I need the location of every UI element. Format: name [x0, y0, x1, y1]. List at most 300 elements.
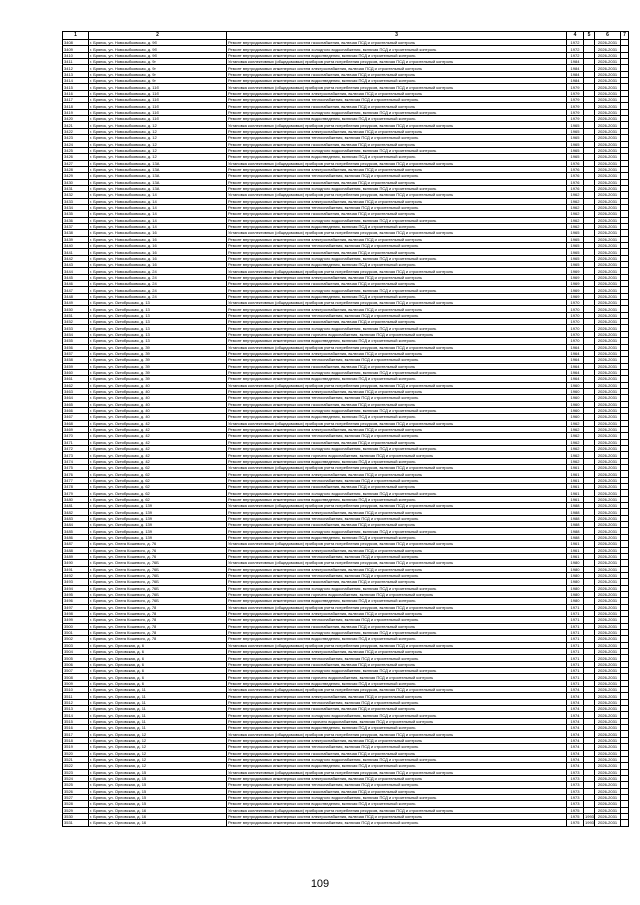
- address-cell: г. Брянск, ул. Октябрьская, д. 13: [89, 338, 227, 344]
- address-cell: г. Брянск, ул. Орловская, д. 6: [89, 668, 227, 674]
- address-cell: г. Брянск, ул. Октябрьская, д. 13: [89, 331, 227, 337]
- work-type-cell: Ремонт внутридомовых инженерных систем холодного водоснабжения, включая ПСД и строительный контроль: [227, 490, 567, 496]
- address-cell: г. Брянск, ул. Новозыбковская, д. 16: [89, 249, 227, 255]
- work-type-cell: Ремонт внутридомовых инженерных систем водоотведения, включая ПСД и строительный контроль: [227, 78, 567, 84]
- address-cell: г. Брянск, ул. Олега Кошевого, д. 78: [89, 610, 227, 616]
- address-cell: г. Брянск, ул. Новозыбковская, д. 12: [89, 122, 227, 128]
- work-type-cell: Ремонт внутридомовых инженерных систем холодного водоснабжения, включая ПСД и строительный контроль: [227, 668, 567, 674]
- planned-period-cell: 2026-2031: [595, 668, 621, 674]
- work-type-cell: Ремонт внутридомовых инженерных систем электроснабжения, включая ПСД и строительный контроль: [227, 198, 567, 204]
- work-type-cell: Ремонт внутридомовых инженерных систем водоотведения, включая ПСД и строительный контроль: [227, 223, 567, 229]
- address-cell: г. Брянск, ул. Новозыбковская, д. 16: [89, 262, 227, 268]
- row-number-cell: 3420: [63, 116, 89, 122]
- work-type-cell: Ремонт внутридомовых инженерных систем теплоснабжения, включая ПСД и строительный контроль: [227, 820, 567, 826]
- planned-period-cell: 2026-2031: [595, 46, 621, 52]
- row-number-cell: 3491: [63, 566, 89, 572]
- work-type-cell: Ремонт внутридомовых инженерных систем холодного водоснабжения, включая ПСД и строительный контроль: [227, 185, 567, 191]
- build-year-cell: 1965: [567, 147, 584, 153]
- row-number-cell: 3437: [63, 223, 89, 229]
- address-cell: г. Брянск, ул. Новозыбковская, д. 14: [89, 223, 227, 229]
- planned-period-cell: 2026-2031: [595, 147, 621, 153]
- planned-period-cell: 2026-2031: [595, 801, 621, 807]
- work-type-cell: Ремонт внутридомовых инженерных систем теплоснабжения, включая ПСД и строительный контроль: [227, 97, 567, 103]
- address-cell: г. Брянск, ул. Орловская, д. 11: [89, 706, 227, 712]
- page-number: 109: [310, 878, 330, 890]
- planned-period-cell: 2026-2031: [595, 636, 621, 642]
- planned-period-cell: 2026-2031: [595, 97, 621, 103]
- work-type-cell: Установка коллективных (общедомовых) приборов учета потребления ресурсов, включая ПСД и строительный контроль: [227, 59, 567, 65]
- build-year-cell: 1962: [567, 420, 584, 426]
- row-number-cell: 3413: [63, 71, 89, 77]
- work-type-cell: Установка коллективных (общедомовых) приборов учета потребления ресурсов, включая ПСД и строительный контроль: [227, 642, 567, 648]
- work-type-cell: Установка коллективных (общедомовых) приборов учета потребления ресурсов, включая ПСД и строительный контроль: [227, 344, 567, 350]
- planned-period-cell: 2026-2031: [595, 236, 621, 242]
- work-type-cell: Ремонт внутридомовых инженерных систем холодного водоснабжения, включая ПСД и строительный контроль: [227, 794, 567, 800]
- address-cell: г. Брянск, ул. Октябрьская, д. 62: [89, 496, 227, 502]
- work-type-cell: Ремонт внутридомовых инженерных систем водоотведения, включая ПСД и строительный контроль: [227, 458, 567, 464]
- work-type-cell: Ремонт внутридомовых инженерных систем электроснабжения, включая ПСД и строительный контроль: [227, 306, 567, 312]
- address-cell: г. Брянск, ул. Октябрьская, д. 13: [89, 300, 227, 306]
- address-cell: г. Брянск, ул. Новозыбковская, д. 16: [89, 255, 227, 261]
- build-year-cell: 1974: [567, 763, 584, 769]
- work-type-cell: Ремонт внутридомовых инженерных систем электроснабжения, включая ПСД и строительный контроль: [227, 350, 567, 356]
- work-type-cell: Ремонт внутридомовых инженерных систем теплоснабжения, включая ПСД и строительный контроль: [227, 357, 567, 363]
- work-type-cell: Ремонт внутридомовых инженерных систем холодного водоснабжения, включая ПСД и строительный контроль: [227, 446, 567, 452]
- planned-period-cell: 2026-2031: [595, 649, 621, 655]
- address-cell: г. Брянск, ул. Орловская, д. 12: [89, 756, 227, 762]
- build-year-cell: 1970: [567, 319, 584, 325]
- planned-period-cell: 2026-2031: [595, 230, 621, 236]
- row-number-cell: 3462: [63, 382, 89, 388]
- row-number-cell: 3485: [63, 528, 89, 534]
- address-cell: г. Брянск, ул. Орловская, д. 15: [89, 775, 227, 781]
- build-year-cell: 1971: [567, 655, 584, 661]
- row-number-cell: 3435: [63, 211, 89, 217]
- address-cell: г. Брянск, ул. Новозыбковская, д. 14: [89, 192, 227, 198]
- row-number-cell: 3481: [63, 503, 89, 509]
- row-number-cell: 3507: [63, 668, 89, 674]
- address-cell: г. Брянск, ул. Орловская, д. 12: [89, 750, 227, 756]
- row-number-cell: 3505: [63, 655, 89, 661]
- row-number-cell: 3461: [63, 376, 89, 382]
- row-number-cell: 3478: [63, 484, 89, 490]
- row-number-cell: 3484: [63, 522, 89, 528]
- work-type-cell: Ремонт внутридомовых инженерных систем газоснабжения, включая ПСД и строительный контроль: [227, 141, 567, 147]
- build-year-cell: 1973: [567, 782, 584, 788]
- address-cell: г. Брянск, ул. Олега Кошевого, д. 76Б: [89, 585, 227, 591]
- planned-period-cell: 2026-2031: [595, 750, 621, 756]
- address-cell: г. Брянск, ул. Октябрьская, д. 139: [89, 503, 227, 509]
- build-year-cell: 1969: [567, 274, 584, 280]
- planned-period-cell: 2026-2031: [595, 331, 621, 337]
- address-cell: г. Брянск, ул. Олега Кошевого, д. 76Б: [89, 598, 227, 604]
- work-type-cell: Установка коллективных (общедомовых) приборов учета потребления ресурсов, включая ПСД и строительный контроль: [227, 807, 567, 813]
- address-cell: г. Брянск, ул. Орловская, д. 12: [89, 744, 227, 750]
- address-cell: г. Брянск, ул. Октябрьская, д. 42: [89, 446, 227, 452]
- work-type-cell: Ремонт внутридомовых инженерных систем теплоснабжения, включая ПСД и строительный контроль: [227, 515, 567, 521]
- work-type-cell: Ремонт внутридомовых инженерных систем холодного водоснабжения, включая ПСД и строительный контроль: [227, 287, 567, 293]
- row-number-cell: 3525: [63, 782, 89, 788]
- row-number-cell: 3448: [63, 293, 89, 299]
- row-number-cell: 3468: [63, 420, 89, 426]
- work-type-cell: Ремонт внутридомовых инженерных систем холодного водоснабжения, включая ПСД и строительный контроль: [227, 369, 567, 375]
- build-year-cell: 1979: [567, 116, 584, 122]
- row-number-cell: 3443: [63, 262, 89, 268]
- build-year-cell: 1962: [567, 217, 584, 223]
- planned-period-cell: 2026-2031: [595, 382, 621, 388]
- address-cell: г. Брянск, ул. Орловская, д. 16: [89, 807, 227, 813]
- work-type-cell: Ремонт внутридомовых инженерных систем холодного водоснабжения, включая ПСД и строительный контроль: [227, 585, 567, 591]
- address-cell: г. Брянск, ул. Новозыбковская, д. 24: [89, 293, 227, 299]
- planned-period-cell: 2026-2031: [595, 319, 621, 325]
- build-year-cell: 1979: [567, 84, 584, 90]
- row-number-cell: 3452: [63, 319, 89, 325]
- build-year-cell: 1970: [567, 306, 584, 312]
- planned-period-cell: 2026-2031: [595, 737, 621, 743]
- work-type-cell: Ремонт внутридомовых инженерных систем водоотведения, включая ПСД и строительный контроль: [227, 52, 567, 58]
- address-cell: г. Брянск, ул. Новозыбковская, д. 9г: [89, 59, 227, 65]
- build-year-cell: 1969: [567, 287, 584, 293]
- planned-period-cell: 2026-2031: [595, 769, 621, 775]
- work-type-cell: Ремонт внутридомовых инженерных систем холодного водоснабжения, включая ПСД и строительный контроль: [227, 46, 567, 52]
- build-year-cell: 1980: [567, 591, 584, 597]
- planned-period-cell: 2026-2031: [595, 262, 621, 268]
- row-number-cell: 3470: [63, 433, 89, 439]
- planned-period-cell: 2026-2031: [595, 446, 621, 452]
- address-cell: г. Брянск, ул. Октябрьская, д. 13: [89, 319, 227, 325]
- build-year-cell: 1974: [567, 750, 584, 756]
- planned-period-cell: 2026-2031: [595, 217, 621, 223]
- work-type-cell: Ремонт внутридомовых инженерных систем газоснабжения, включая ПСД и строительный контроль: [227, 281, 567, 287]
- build-year-cell: 1962: [567, 446, 584, 452]
- work-type-cell: Установка коллективных (общедомовых) приборов учета потребления ресурсов, включая ПСД и строительный контроль: [227, 604, 567, 610]
- build-year-cell: 1961: [567, 553, 584, 559]
- build-year-cell: 1965: [567, 135, 584, 141]
- work-type-cell: Ремонт внутридомовых инженерных систем газоснабжения, включая ПСД и строительный контроль: [227, 179, 567, 185]
- planned-period-cell: 2026-2031: [595, 357, 621, 363]
- row-number-cell: 3502: [63, 636, 89, 642]
- address-cell: г. Брянск, ул. Октябрьская, д. 39: [89, 363, 227, 369]
- row-number-cell: 3483: [63, 515, 89, 521]
- row-number-cell: 3421: [63, 122, 89, 128]
- planned-period-cell: 2026-2031: [595, 395, 621, 401]
- planned-period-cell: 2026-2031: [595, 623, 621, 629]
- build-year-cell: 1972: [567, 52, 584, 58]
- work-type-cell: Ремонт внутридомовых инженерных систем холодного водоснабжения, включая ПСД и строительный контроль: [227, 147, 567, 153]
- row-number-cell: 3510: [63, 687, 89, 693]
- work-type-cell: Ремонт внутридомовых инженерных систем электроснабжения, включая ПСД и строительный контроль: [227, 90, 567, 96]
- planned-period-cell: 2026-2031: [595, 369, 621, 375]
- work-type-cell: Ремонт внутридомовых инженерных систем газоснабжения, включая ПСД и строительный контроль: [227, 522, 567, 528]
- planned-period-cell: 2026-2031: [595, 763, 621, 769]
- work-type-cell: Ремонт внутридомовых инженерных систем водоотведения, включая ПСД и строительный контроль: [227, 293, 567, 299]
- build-year-cell: 1971: [567, 661, 584, 667]
- planned-period-cell: 2026-2031: [595, 293, 621, 299]
- planned-period-cell: 2026-2031: [595, 572, 621, 578]
- row-number-cell: 3469: [63, 426, 89, 432]
- build-year-cell: 1961: [567, 496, 584, 502]
- row-number-cell: 3499: [63, 617, 89, 623]
- work-type-cell: Ремонт внутридомовых инженерных систем водоотведения, включая ПСД и строительный контроль: [227, 763, 567, 769]
- build-year-cell: 1974: [567, 693, 584, 699]
- work-type-cell: Ремонт внутридомовых инженерных систем теплоснабжения, включая ПСД и строительный контроль: [227, 744, 567, 750]
- work-type-cell: Ремонт внутридомовых инженерных систем теплоснабжения, включая ПСД и строительный контроль: [227, 553, 567, 559]
- build-year-cell: 1971: [567, 604, 584, 610]
- header-cell: 2: [89, 32, 227, 40]
- row-number-cell: 3520: [63, 750, 89, 756]
- row-number-cell: 3475: [63, 465, 89, 471]
- planned-period-cell: 2026-2031: [595, 325, 621, 331]
- work-type-cell: Ремонт внутридомовых инженерных систем электроснабжения, включая ПСД и строительный контроль: [227, 236, 567, 242]
- row-number-cell: 3453: [63, 325, 89, 331]
- build-year-cell: 1964: [567, 350, 584, 356]
- address-cell: г. Брянск, ул. Октябрьская, д. 13: [89, 306, 227, 312]
- build-year-cell: 1961: [567, 465, 584, 471]
- work-type-cell: Установка коллективных (общедомовых) приборов учета потребления ресурсов, включая ПСД и строительный контроль: [227, 300, 567, 306]
- build-year-cell: 1972: [567, 40, 584, 46]
- planned-period-cell: 2026-2031: [595, 794, 621, 800]
- planned-period-cell: 2026-2031: [595, 547, 621, 553]
- address-cell: г. Брянск, ул. Октябрьская, д. 139: [89, 528, 227, 534]
- work-type-cell: Ремонт внутридомовых инженерных систем теплоснабжения, включая ПСД и строительный контроль: [227, 243, 567, 249]
- row-number-cell: 3411: [63, 59, 89, 65]
- address-cell: г. Брянск, ул. Октябрьская, д. 42: [89, 458, 227, 464]
- work-type-cell: Ремонт внутридомовых инженерных систем газоснабжения, включая ПСД и строительный контроль: [227, 363, 567, 369]
- build-year-cell: 1973: [567, 769, 584, 775]
- build-year-cell: 1975: [567, 813, 584, 819]
- build-year-cell: 1960: [567, 388, 584, 394]
- planned-period-cell: 2026-2031: [595, 522, 621, 528]
- row-number-cell: 3422: [63, 128, 89, 134]
- build-year-cell: 1974: [567, 718, 584, 724]
- address-cell: г. Брянск, ул. Орловская, д. 11: [89, 693, 227, 699]
- address-cell: г. Брянск, ул. Олега Кошевого, д. 76Б: [89, 560, 227, 566]
- address-cell: г. Брянск, ул. Новозыбковская, д. 9б: [89, 46, 227, 52]
- address-cell: г. Брянск, ул. Орловская, д. 6: [89, 655, 227, 661]
- planned-period-cell: 2026-2031: [595, 509, 621, 515]
- row-number-cell: 3503: [63, 642, 89, 648]
- row-number-cell: 3497: [63, 604, 89, 610]
- address-cell: г. Брянск, ул. Орловская, д. 16: [89, 813, 227, 819]
- address-cell: г. Брянск, ул. Новозыбковская, д. 11б: [89, 97, 227, 103]
- work-type-cell: Ремонт внутридомовых инженерных систем водоотведения, включая ПСД и строительный контроль: [227, 338, 567, 344]
- planned-period-cell: 2026-2031: [595, 617, 621, 623]
- planned-period-cell: 2026-2031: [595, 674, 621, 680]
- planned-period-cell: 2026-2031: [595, 706, 621, 712]
- planned-period-cell: 2026-2031: [595, 141, 621, 147]
- planned-period-cell: 2026-2031: [595, 204, 621, 210]
- address-cell: г. Брянск, ул. Новозыбковская, д. 14: [89, 217, 227, 223]
- work-type-cell: Установка коллективных (общедомовых) приборов учета потребления ресурсов, включая ПСД и строительный контроль: [227, 160, 567, 166]
- row-number-cell: 3530: [63, 813, 89, 819]
- build-year-cell: 1984: [567, 71, 584, 77]
- build-year-cell: 1961: [567, 490, 584, 496]
- build-year-cell: 1980: [567, 572, 584, 578]
- row-number-cell: 3426: [63, 154, 89, 160]
- build-year-cell: 1960: [567, 401, 584, 407]
- header-cell: 5: [584, 32, 595, 40]
- address-cell: г. Брянск, ул. Новозыбковская, д. 16: [89, 230, 227, 236]
- work-type-cell: Ремонт внутридомовых инженерных систем теплоснабжения, включая ПСД и строительный контроль: [227, 572, 567, 578]
- planned-period-cell: 2026-2031: [595, 103, 621, 109]
- row-number-cell: 3463: [63, 388, 89, 394]
- row-number-cell: 3528: [63, 801, 89, 807]
- address-cell: г. Брянск, ул. Новозыбковская, д. 11б: [89, 116, 227, 122]
- planned-period-cell: 2026-2031: [595, 725, 621, 731]
- address-cell: г. Брянск, ул. Октябрьская, д. 40: [89, 401, 227, 407]
- work-type-cell: Ремонт внутридомовых инженерных систем газоснабжения, включая ПСД и строительный контроль: [227, 401, 567, 407]
- row-number-cell: 3464: [63, 395, 89, 401]
- address-cell: г. Брянск, ул. Новозыбковская, д. 9б: [89, 40, 227, 46]
- work-type-cell: Ремонт внутридомовых инженерных систем теплоснабжения, включая ПСД и строительный контроль: [227, 782, 567, 788]
- planned-period-cell: 2026-2031: [595, 173, 621, 179]
- build-year-cell: 1976: [567, 185, 584, 191]
- build-year-cell: 1964: [567, 363, 584, 369]
- planned-period-cell: 2026-2031: [595, 40, 621, 46]
- planned-period-cell: 2026-2031: [595, 807, 621, 813]
- row-number-cell: 3493: [63, 579, 89, 585]
- row-number-cell: 3492: [63, 572, 89, 578]
- planned-period-cell: 2026-2031: [595, 503, 621, 509]
- work-type-cell: Ремонт внутридомовых инженерных систем электроснабжения, включая ПСД и строительный контроль: [227, 737, 567, 743]
- build-year-cell: 1974: [567, 699, 584, 705]
- work-type-cell: Ремонт внутридомовых инженерных систем теплоснабжения, включая ПСД и строительный контроль: [227, 312, 567, 318]
- address-cell: г. Брянск, ул. Орловская, д. 11: [89, 699, 227, 705]
- planned-period-cell: 2026-2031: [595, 420, 621, 426]
- row-number-cell: 3486: [63, 534, 89, 540]
- build-year-cell: 1988: [567, 522, 584, 528]
- work-type-cell: Ремонт внутридомовых инженерных систем холодного водоснабжения, включая ПСД и строительный контроль: [227, 109, 567, 115]
- address-cell: г. Брянск, ул. Олега Кошевого, д. 76Б: [89, 591, 227, 597]
- row-number-cell: 3457: [63, 350, 89, 356]
- planned-period-cell: 2026-2031: [595, 65, 621, 71]
- build-year-cell: 1962: [567, 223, 584, 229]
- build-year-cell: 1961: [567, 471, 584, 477]
- planned-period-cell: 2026-2031: [595, 471, 621, 477]
- address-cell: г. Брянск, ул. Октябрьская, д. 13: [89, 312, 227, 318]
- build-year-cell: 1988: [567, 528, 584, 534]
- address-cell: г. Брянск, ул. Октябрьская, д. 42: [89, 439, 227, 445]
- build-year-cell: 1960: [567, 414, 584, 420]
- build-year-cell: 1974: [567, 731, 584, 737]
- planned-period-cell: 2026-2031: [595, 458, 621, 464]
- work-type-cell: Ремонт внутридомовых инженерных систем газоснабжения, включая ПСД и строительный контроль: [227, 623, 567, 629]
- row-number-cell: 3516: [63, 725, 89, 731]
- work-type-cell: Ремонт внутридомовых инженерных систем водоотведения, включая ПСД и строительный контроль: [227, 680, 567, 686]
- address-cell: г. Брянск, ул. Олега Кошевого, д. 76Б: [89, 572, 227, 578]
- planned-period-cell: 2026-2031: [595, 661, 621, 667]
- work-type-cell: Установка коллективных (общедомовых) приборов учета потребления ресурсов, включая ПСД и строительный контроль: [227, 503, 567, 509]
- work-type-cell: Ремонт внутридомовых инженерных систем теплоснабжения, включая ПСД и строительный контроль: [227, 204, 567, 210]
- build-year-cell: 1980: [567, 579, 584, 585]
- planned-period-cell: 2026-2031: [595, 788, 621, 794]
- row-number-cell: 3494: [63, 585, 89, 591]
- planned-period-cell: 2026-2031: [595, 414, 621, 420]
- planned-period-cell: 2026-2031: [595, 109, 621, 115]
- address-cell: г. Брянск, ул. Октябрьская, д. 13: [89, 325, 227, 331]
- address-cell: г. Брянск, ул. Новозыбковская, д. 16: [89, 243, 227, 249]
- work-type-cell: Ремонт внутридомовых инженерных систем горячего водоснабжения, включая ПСД и строительный контроль: [227, 591, 567, 597]
- work-type-cell: Ремонт внутридомовых инженерных систем газоснабжения, включая ПСД и строительный контроль: [227, 71, 567, 77]
- row-number-cell: 3509: [63, 680, 89, 686]
- work-type-cell: Ремонт внутридомовых инженерных систем водоотведения, включая ПСД и строительный контроль: [227, 636, 567, 642]
- address-cell: г. Брянск, ул. Октябрьская, д. 39: [89, 350, 227, 356]
- address-cell: г. Брянск, ул. Новозыбковская, д. 13А: [89, 185, 227, 191]
- last-repair-year-cell: 1993: [585, 820, 594, 826]
- planned-period-cell: 2026-2031: [595, 496, 621, 502]
- work-type-cell: Ремонт внутридомовых инженерных систем газоснабжения, включая ПСД и строительный контроль: [227, 249, 567, 255]
- address-cell: г. Брянск, ул. Новозыбковская, д. 24: [89, 281, 227, 287]
- row-number-cell: 3438: [63, 230, 89, 236]
- work-type-cell: Ремонт внутридомовых инженерных систем газоснабжения, включая ПСД и строительный контроль: [227, 439, 567, 445]
- address-cell: г. Брянск, ул. Новозыбковская, д. 9г: [89, 65, 227, 71]
- row-number-cell: 3456: [63, 344, 89, 350]
- address-cell: г. Брянск, ул. Новозыбковская, д. 13А: [89, 173, 227, 179]
- address-cell: г. Брянск, ул. Октябрьская, д. 62: [89, 490, 227, 496]
- planned-period-cell: 2026-2031: [595, 731, 621, 737]
- build-year-cell: 1964: [567, 357, 584, 363]
- address-cell: г. Брянск, ул. Орловская, д. 11: [89, 712, 227, 718]
- address-cell: г. Брянск, ул. Новозыбковская, д. 9б: [89, 52, 227, 58]
- row-number-cell: 3487: [63, 541, 89, 547]
- work-type-cell: Ремонт внутридомовых инженерных систем теплоснабжения, включая ПСД и строительный контроль: [227, 699, 567, 705]
- row-number-cell: 3474: [63, 458, 89, 464]
- address-cell: г. Брянск, ул. Новозыбковская, д. 11б: [89, 103, 227, 109]
- planned-period-cell: 2026-2031: [595, 268, 621, 274]
- row-number-cell: 3472: [63, 446, 89, 452]
- work-type-cell: Установка коллективных (общедомовых) приборов учета потребления ресурсов, включая ПСД и строительный контроль: [227, 382, 567, 388]
- address-cell: г. Брянск, ул. Олега Кошевого, д. 78: [89, 636, 227, 642]
- work-type-cell: Ремонт внутридомовых инженерных систем горячего водоснабжения, включая ПСД и строительный контроль: [227, 718, 567, 724]
- planned-period-cell: 2026-2031: [595, 154, 621, 160]
- build-year-cell: 1964: [567, 369, 584, 375]
- address-cell: г. Брянск, ул. Новозыбковская, д. 14: [89, 198, 227, 204]
- work-type-cell: Ремонт внутридомовых инженерных систем газоснабжения, включая ПСД и строительный контроль: [227, 579, 567, 585]
- build-year-cell: 1979: [567, 103, 584, 109]
- work-type-cell: Ремонт внутридомовых инженерных систем горячего водоснабжения, включая ПСД и строительный контроль: [227, 674, 567, 680]
- planned-period-cell: 2026-2031: [595, 84, 621, 90]
- row-number-cell: 3490: [63, 560, 89, 566]
- row-number-cell: 3427: [63, 160, 89, 166]
- row-number-cell: 3459: [63, 363, 89, 369]
- row-number-cell: 3524: [63, 775, 89, 781]
- build-year-cell: 1965: [567, 236, 584, 242]
- row-number-cell: 3451: [63, 312, 89, 318]
- planned-period-cell: 2026-2031: [595, 718, 621, 724]
- build-year-cell: 1971: [567, 674, 584, 680]
- row-number-cell: 3511: [63, 693, 89, 699]
- row-number-cell: 3430: [63, 179, 89, 185]
- work-type-cell: Ремонт внутридомовых инженерных систем электроснабжения, включая ПСД и строительный контроль: [227, 649, 567, 655]
- build-year-cell: 1984: [567, 78, 584, 84]
- build-year-cell: 1974: [567, 706, 584, 712]
- work-type-cell: Ремонт внутридомовых инженерных систем электроснабжения, включая ПСД и строительный контроль: [227, 547, 567, 553]
- address-cell: г. Брянск, ул. Октябрьская, д. 39: [89, 357, 227, 363]
- row-number-cell: 3433: [63, 198, 89, 204]
- work-type-cell: Ремонт внутридомовых инженерных систем холодного водоснабжения, включая ПСД и строительный контроль: [227, 629, 567, 635]
- address-cell: г. Брянск, ул. Октябрьская, д. 39: [89, 344, 227, 350]
- build-year-cell: 1975: [567, 820, 584, 826]
- row-number-cell: 3512: [63, 699, 89, 705]
- build-year-cell: 1960: [567, 395, 584, 401]
- build-year-cell: 1970: [567, 325, 584, 331]
- build-year-cell: 1965: [567, 154, 584, 160]
- planned-period-cell: 2026-2031: [595, 585, 621, 591]
- planned-period-cell: 2026-2031: [595, 344, 621, 350]
- build-year-cell: 1971: [567, 636, 584, 642]
- build-year-cell: 1965: [567, 262, 584, 268]
- work-type-cell: Ремонт внутридомовых инженерных систем электроснабжения, включая ПСД и строительный контроль: [227, 509, 567, 515]
